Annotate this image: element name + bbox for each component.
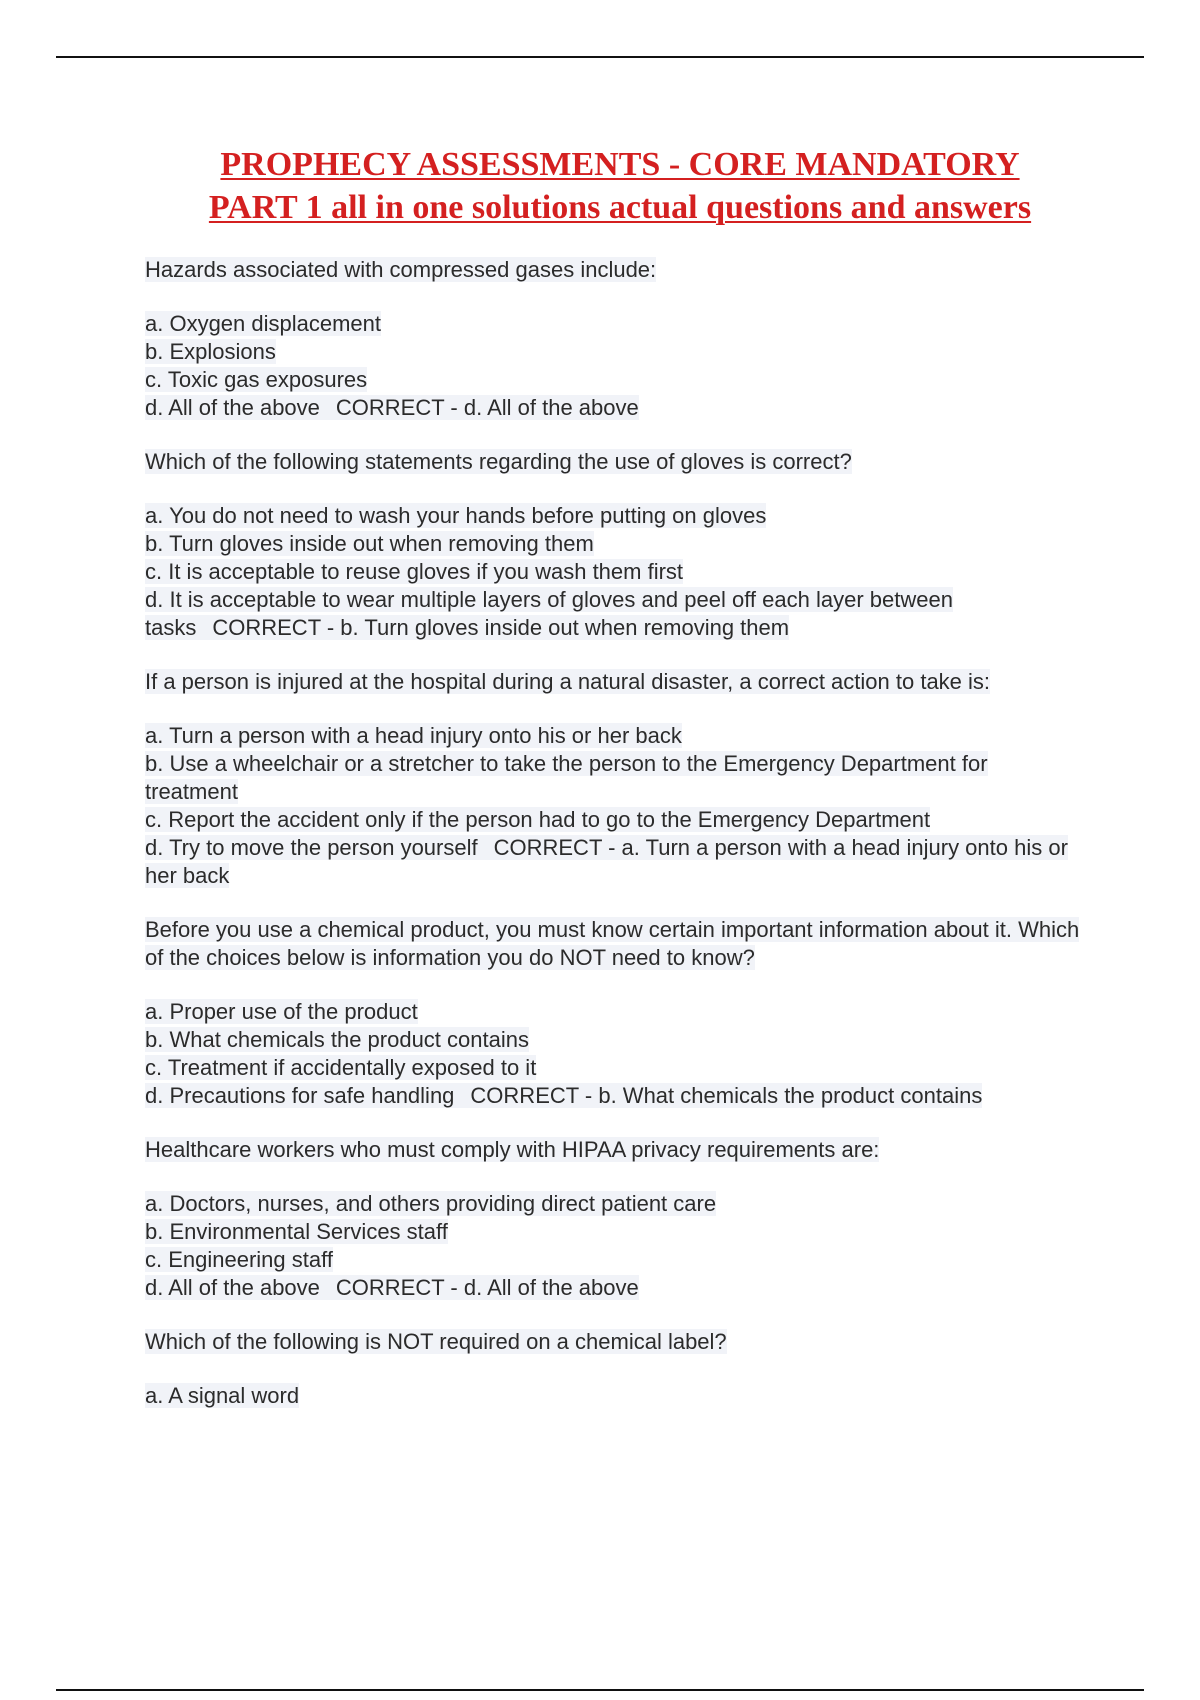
correct-answer: CORRECT - b. Turn gloves inside out when removing them (212, 615, 790, 640)
question-text: Healthcare workers who must comply with HIPAA privacy requirements are: (145, 1137, 880, 1162)
option-d: d. It is acceptable to wear multiple layers of gloves and peel off each layer between tasks CORRECT - b. Turn gloves inside out when removing them (145, 587, 953, 640)
bottom-divider (56, 1689, 1144, 1691)
option-c: c. Treatment if accidentally exposed to it (145, 1055, 537, 1080)
question-block (145, 448, 1085, 642)
correct-answer: CORRECT - b. What chemicals the product contains (470, 1083, 983, 1108)
option-c: c. It is acceptable to reuse gloves if you wash them first (145, 559, 684, 584)
title-line-1: PROPHECY ASSESSMENTS - CORE MANDATORY (220, 146, 1020, 183)
question-block (145, 256, 1085, 422)
page-title (130, 143, 1110, 229)
correct-answer: CORRECT - d. All of the above (335, 1275, 639, 1300)
option-b: b. What chemicals the product contains (145, 1027, 529, 1052)
option-b: b. Explosions (145, 339, 276, 364)
option-a: a. Turn a person with a head injury onto his or her back (145, 723, 682, 748)
question-block (145, 916, 1085, 1110)
correct-answer: CORRECT - a. Turn a person with a head injury onto his or her back (145, 835, 1068, 888)
option-list (145, 998, 1085, 1110)
option-a: a. Oxygen displacement (145, 311, 382, 336)
option-d: d. All of the above CORRECT - d. All of the above (145, 395, 639, 420)
option-list (145, 502, 1085, 642)
option-a: a. A signal word (145, 1383, 300, 1408)
question-block (145, 1136, 1085, 1302)
option-c: c. Engineering staff (145, 1247, 333, 1272)
question-block (145, 668, 1085, 890)
option-b: b. Environmental Services staff (145, 1219, 448, 1244)
option-d: d. Precautions for safe handling CORRECT - b. What chemicals the product contains (145, 1083, 983, 1108)
question-text: If a person is injured at the hospital during a natural disaster, a correct action to take is: (145, 669, 991, 694)
option-list (145, 1190, 1085, 1302)
option-c: c. Toxic gas exposures (145, 367, 368, 392)
option-list (145, 1382, 1085, 1410)
option-d: d. All of the above CORRECT - d. All of the above (145, 1275, 639, 1300)
option-c: c. Report the accident only if the person had to go to the Emergency Department (145, 807, 931, 832)
question-text: Hazards associated with compressed gases include: (145, 257, 657, 282)
option-b: b. Turn gloves inside out when removing them (145, 531, 594, 556)
question-text: Before you use a chemical product, you must know certain important information about it. Which of the choices below is information you do NOT need to know? (145, 917, 1080, 970)
option-list (145, 722, 1085, 890)
option-d: d. Try to move the person yourself CORRECT - a. Turn a person with a head injury onto his or her back (145, 835, 1068, 888)
title-line-2: PART 1 all in one solutions actual questions and answers (208, 189, 1032, 226)
top-divider (56, 56, 1144, 58)
question-text: Which of the following statements regarding the use of gloves is correct? (145, 449, 852, 474)
option-a: a. Doctors, nurses, and others providing direct patient care (145, 1191, 717, 1216)
option-b: b. Use a wheelchair or a stretcher to take the person to the Emergency Department for treatment (145, 751, 988, 804)
option-list (145, 310, 1085, 422)
question-block (145, 1328, 1085, 1410)
option-a: a. You do not need to wash your hands before putting on gloves (145, 503, 767, 528)
question-list (145, 256, 1085, 1436)
option-a: a. Proper use of the product (145, 999, 418, 1024)
question-text: Which of the following is NOT required on a chemical label? (145, 1329, 727, 1354)
correct-answer: CORRECT - d. All of the above (335, 395, 639, 420)
